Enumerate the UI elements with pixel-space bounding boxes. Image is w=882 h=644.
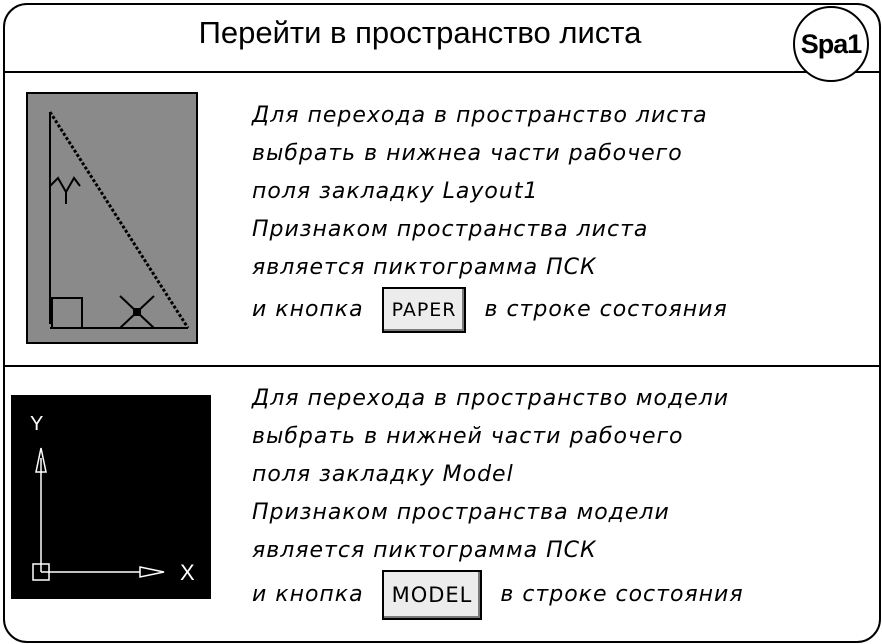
model-button-suffix: в строке состояния bbox=[500, 582, 744, 607]
model-line-2: выбрать в нижней части рабочего bbox=[252, 424, 684, 449]
paper-ucs-triangle-icon bbox=[28, 94, 196, 342]
paper-line-1: Для перехода в пространство листа bbox=[252, 103, 708, 128]
model-line-5: является пиктограмма ПСК bbox=[252, 538, 597, 563]
axis-x-label: X bbox=[180, 560, 195, 585]
model-ucs-axes-icon bbox=[12, 396, 210, 598]
paper-line-5: является пиктограмма ПСК bbox=[252, 255, 597, 280]
model-line-3: поля закладку Model bbox=[252, 462, 514, 487]
slide-badge: Spa1 bbox=[793, 6, 869, 82]
model-line-1: Для перехода в пространство модели bbox=[252, 386, 730, 411]
paper-button[interactable]: PAPER bbox=[382, 287, 467, 333]
section-divider bbox=[5, 365, 879, 367]
paper-line-2: выбрать в нижнеа части рабочего bbox=[252, 141, 683, 166]
paper-line-4: Признаком пространства листа bbox=[252, 217, 649, 242]
title-bar bbox=[5, 5, 879, 73]
axis-y-label: Y bbox=[30, 413, 44, 435]
paper-space-illustration bbox=[26, 92, 198, 344]
model-space-instructions bbox=[252, 380, 744, 608]
model-button-prefix: и кнопка bbox=[252, 582, 364, 607]
model-space-illustration bbox=[11, 395, 211, 599]
paper-button-suffix: в строке состояния bbox=[484, 297, 728, 322]
model-button-line bbox=[252, 570, 744, 608]
paper-space-instructions bbox=[252, 97, 728, 325]
paper-button-line bbox=[252, 287, 728, 325]
paper-button-prefix: и кнопка bbox=[252, 297, 364, 322]
paper-line-3: поля закладку Layout1 bbox=[252, 179, 539, 204]
model-button[interactable]: MODEL bbox=[382, 570, 483, 620]
model-line-4: Признаком пространства модели bbox=[252, 500, 670, 525]
page-title: Перейти в пространство листа bbox=[198, 15, 642, 50]
